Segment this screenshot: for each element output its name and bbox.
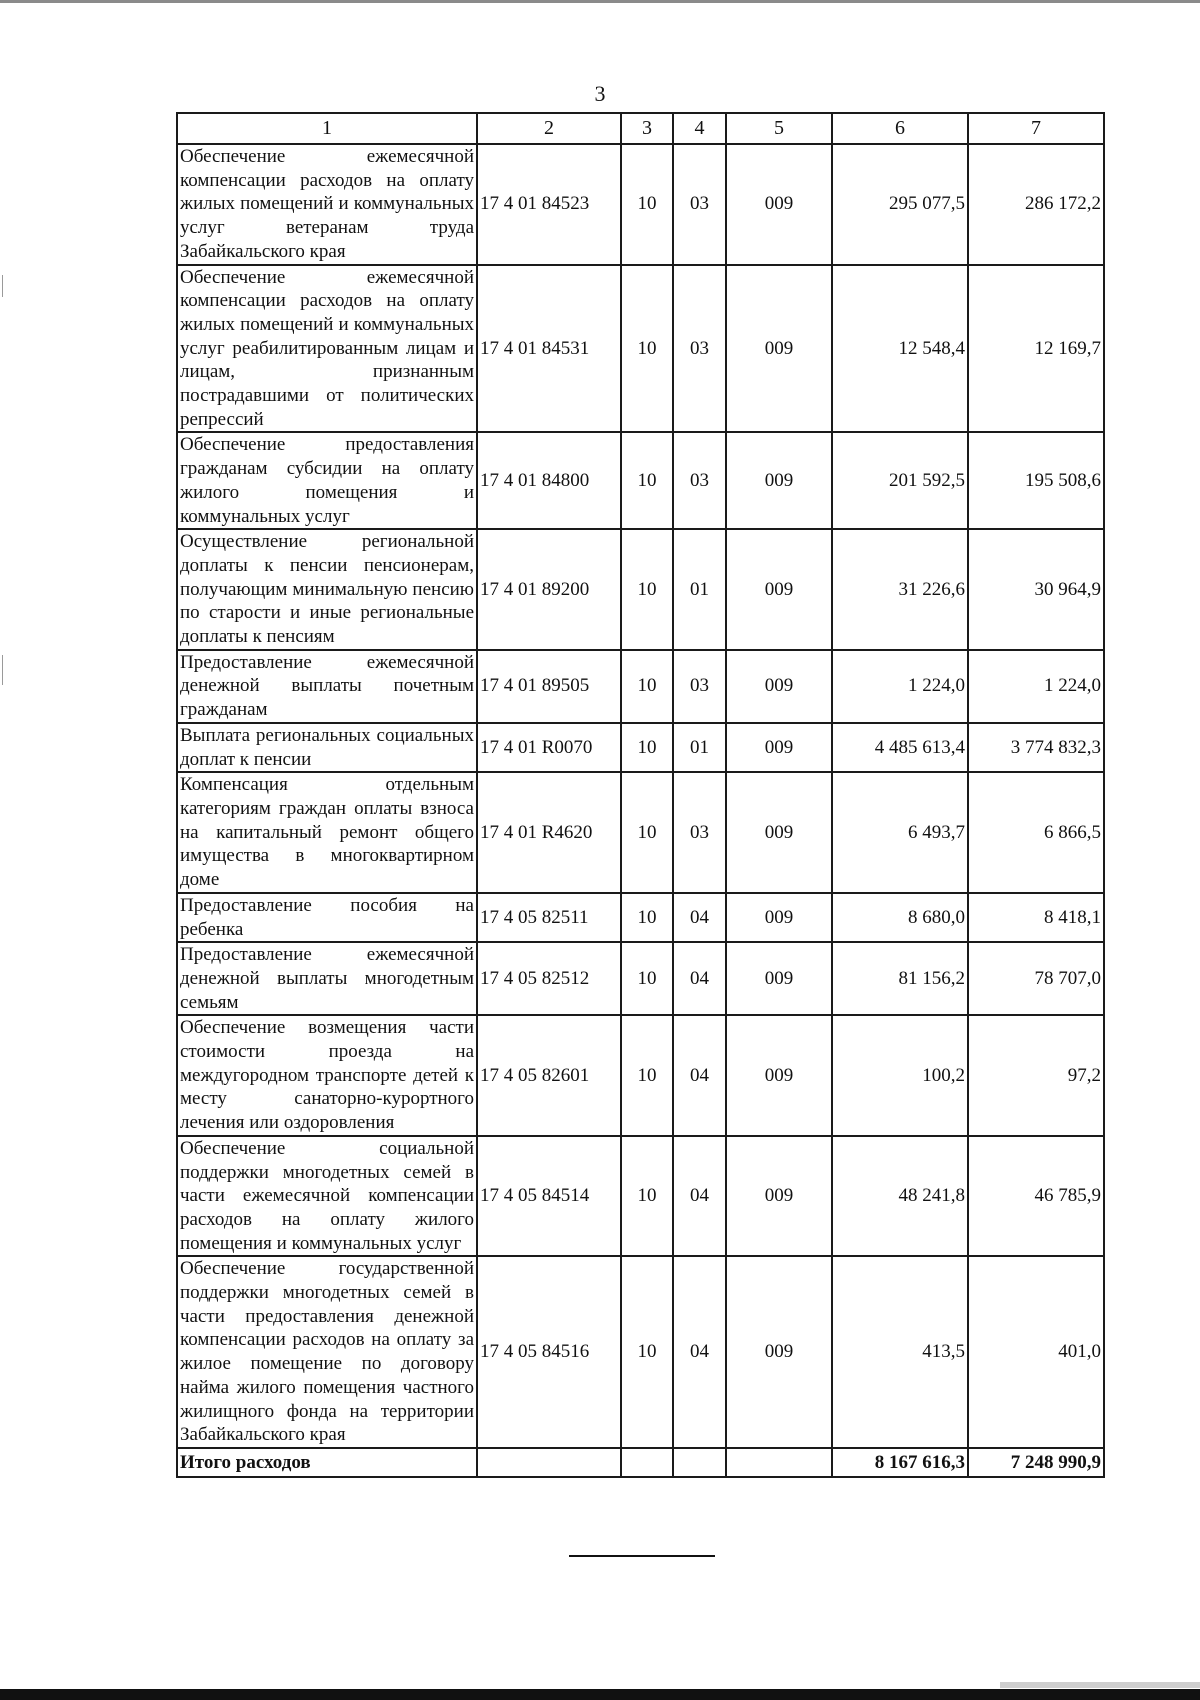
- target-code: 17 4 01 89200: [477, 529, 621, 650]
- target-code: 17 4 01 R4620: [477, 772, 621, 893]
- subsection-code: 04: [673, 893, 726, 942]
- subsection-code: 03: [673, 432, 726, 529]
- amount-col6: 413,5: [832, 1256, 968, 1448]
- scan-bottom-shadow: [1000, 1682, 1200, 1688]
- expense-type-code: 009: [726, 1256, 832, 1448]
- section-code: 10: [621, 1256, 673, 1448]
- amount-col7: 1 224,0: [968, 650, 1104, 723]
- subsection-code: 04: [673, 942, 726, 1015]
- target-code: 17 4 05 82601: [477, 1015, 621, 1136]
- section-code: 10: [621, 650, 673, 723]
- table-row: [177, 529, 1104, 650]
- table-row: [177, 432, 1104, 529]
- page-number: 3: [594, 81, 606, 106]
- target-code: 17 4 01 84523: [477, 144, 621, 265]
- section-code: 10: [621, 265, 673, 433]
- target-code: 17 4 01 89505: [477, 650, 621, 723]
- target-code: 17 4 05 84514: [477, 1136, 621, 1257]
- table-row: [177, 1256, 1104, 1448]
- section-code: 10: [621, 1136, 673, 1257]
- scan-bottom-border: [0, 1689, 1200, 1700]
- empty-cell: [477, 1448, 621, 1477]
- total-amount-col7: 7 248 990,9: [968, 1448, 1104, 1477]
- expense-name: Предоставление ежемесячной денежной выплаты многодетным семьям: [177, 942, 477, 1015]
- amount-col6: 81 156,2: [832, 942, 968, 1015]
- section-code: 10: [621, 1015, 673, 1136]
- expense-name: Обеспечение ежемесячной компенсации расходов на оплату жилых помещений и коммунальных услуг ветеранам труда Забайкальского края: [177, 144, 477, 265]
- expense-type-code: 009: [726, 144, 832, 265]
- empty-cell: [726, 1448, 832, 1477]
- empty-cell: [673, 1448, 726, 1477]
- expense-name: Обеспечение ежемесячной компенсации расходов на оплату жилых помещений и коммунальных услуг реабилитированным лицам и лицам, признанным пострадавшими от политических репрессий: [177, 265, 477, 433]
- expense-type-code: 009: [726, 265, 832, 433]
- expense-name: Обеспечение возмещения части стоимости проезда на междугородном транспорте детей к месту санаторно-курортного лечения или оздоровления: [177, 1015, 477, 1136]
- column-header: 1: [177, 113, 477, 144]
- expense-type-code: 009: [726, 723, 832, 772]
- expense-name: Обеспечение государственной поддержки многодетных семей в части предоставления денежной компенсации расходов на оплату за жилое помещение по договору найма жилого помещения частного жилищного фонда на территории Забайкальского края: [177, 1256, 477, 1448]
- expense-type-code: 009: [726, 529, 832, 650]
- table-row: [177, 650, 1104, 723]
- amount-col6: 31 226,6: [832, 529, 968, 650]
- scan-edge-mark: [2, 275, 3, 297]
- expense-type-code: 009: [726, 772, 832, 893]
- section-code: 10: [621, 942, 673, 1015]
- amount-col7: 6 866,5: [968, 772, 1104, 893]
- column-header: 3: [621, 113, 673, 144]
- expense-type-code: 009: [726, 650, 832, 723]
- total-label: Итого расходов: [177, 1448, 477, 1477]
- expense-type-code: 009: [726, 1015, 832, 1136]
- subsection-code: 01: [673, 529, 726, 650]
- expense-name: Выплата региональных социальных доплат к пенсии: [177, 723, 477, 772]
- expense-name: Обеспечение социальной поддержки многодетных семей в части ежемесячной компенсации расходов на оплату жилого помещения и коммунальных услуг: [177, 1136, 477, 1257]
- amount-col6: 6 493,7: [832, 772, 968, 893]
- expense-type-code: 009: [726, 1136, 832, 1257]
- expense-type-code: 009: [726, 432, 832, 529]
- subsection-code: 03: [673, 650, 726, 723]
- amount-col7: 286 172,2: [968, 144, 1104, 265]
- section-code: 10: [621, 893, 673, 942]
- target-code: 17 4 01 84800: [477, 432, 621, 529]
- amount-col7: 46 785,9: [968, 1136, 1104, 1257]
- column-header: 7: [968, 113, 1104, 144]
- amount-col7: 97,2: [968, 1015, 1104, 1136]
- end-of-document-line: [569, 1555, 715, 1557]
- amount-col6: 201 592,5: [832, 432, 968, 529]
- target-code: 17 4 01 84531: [477, 265, 621, 433]
- subsection-code: 04: [673, 1136, 726, 1257]
- table-row: [177, 144, 1104, 265]
- section-code: 10: [621, 723, 673, 772]
- table-row: [177, 1015, 1104, 1136]
- column-header: 4: [673, 113, 726, 144]
- empty-cell: [621, 1448, 673, 1477]
- table-row: [177, 893, 1104, 942]
- amount-col7: 195 508,6: [968, 432, 1104, 529]
- column-header: 5: [726, 113, 832, 144]
- section-code: 10: [621, 144, 673, 265]
- expense-name: Предоставление ежемесячной денежной выплаты почетным гражданам: [177, 650, 477, 723]
- expense-name: Обеспечение предоставления гражданам субсидии на оплату жилого помещения и коммунальных услуг: [177, 432, 477, 529]
- expense-name: Предоставление пособия на ребенка: [177, 893, 477, 942]
- table-row: [177, 1136, 1104, 1257]
- amount-col7: 3 774 832,3: [968, 723, 1104, 772]
- target-code: 17 4 01 R0070: [477, 723, 621, 772]
- target-code: 17 4 05 82511: [477, 893, 621, 942]
- column-number-row: [177, 113, 1104, 144]
- amount-col6: 8 680,0: [832, 893, 968, 942]
- expenditure-table: [176, 112, 1105, 1478]
- table-row: [177, 265, 1104, 433]
- target-code: 17 4 05 82512: [477, 942, 621, 1015]
- amount-col7: 8 418,1: [968, 893, 1104, 942]
- amount-col6: 12 548,4: [832, 265, 968, 433]
- target-code: 17 4 05 84516: [477, 1256, 621, 1448]
- amount-col7: 12 169,7: [968, 265, 1104, 433]
- column-header: 6: [832, 113, 968, 144]
- amount-col6: 1 224,0: [832, 650, 968, 723]
- subsection-code: 03: [673, 772, 726, 893]
- section-code: 10: [621, 432, 673, 529]
- total-row: [177, 1448, 1104, 1477]
- amount-col6: 295 077,5: [832, 144, 968, 265]
- table-row: [177, 772, 1104, 893]
- scan-edge-mark: [2, 655, 3, 685]
- expense-name: Компенсация отдельным категориям граждан оплаты взноса на капитальный ремонт общего имущества в многоквартирном доме: [177, 772, 477, 893]
- amount-col7: 78 707,0: [968, 942, 1104, 1015]
- amount-col7: 401,0: [968, 1256, 1104, 1448]
- amount-col7: 30 964,9: [968, 529, 1104, 650]
- amount-col6: 100,2: [832, 1015, 968, 1136]
- section-code: 10: [621, 529, 673, 650]
- column-header: 2: [477, 113, 621, 144]
- amount-col6: 4 485 613,4: [832, 723, 968, 772]
- subsection-code: 04: [673, 1015, 726, 1136]
- table-row: [177, 723, 1104, 772]
- subsection-code: 03: [673, 144, 726, 265]
- expense-type-code: 009: [726, 942, 832, 1015]
- section-code: 10: [621, 772, 673, 893]
- subsection-code: 03: [673, 265, 726, 433]
- subsection-code: 01: [673, 723, 726, 772]
- scan-top-border: [0, 0, 1200, 3]
- table-row: [177, 942, 1104, 1015]
- expense-type-code: 009: [726, 893, 832, 942]
- amount-col6: 48 241,8: [832, 1136, 968, 1257]
- total-amount-col6: 8 167 616,3: [832, 1448, 968, 1477]
- expense-name: Осуществление региональной доплаты к пенсии пенсионерам, получающим минимальную пенсию по старости и иные региональные доплаты к пенсиям: [177, 529, 477, 650]
- subsection-code: 04: [673, 1256, 726, 1448]
